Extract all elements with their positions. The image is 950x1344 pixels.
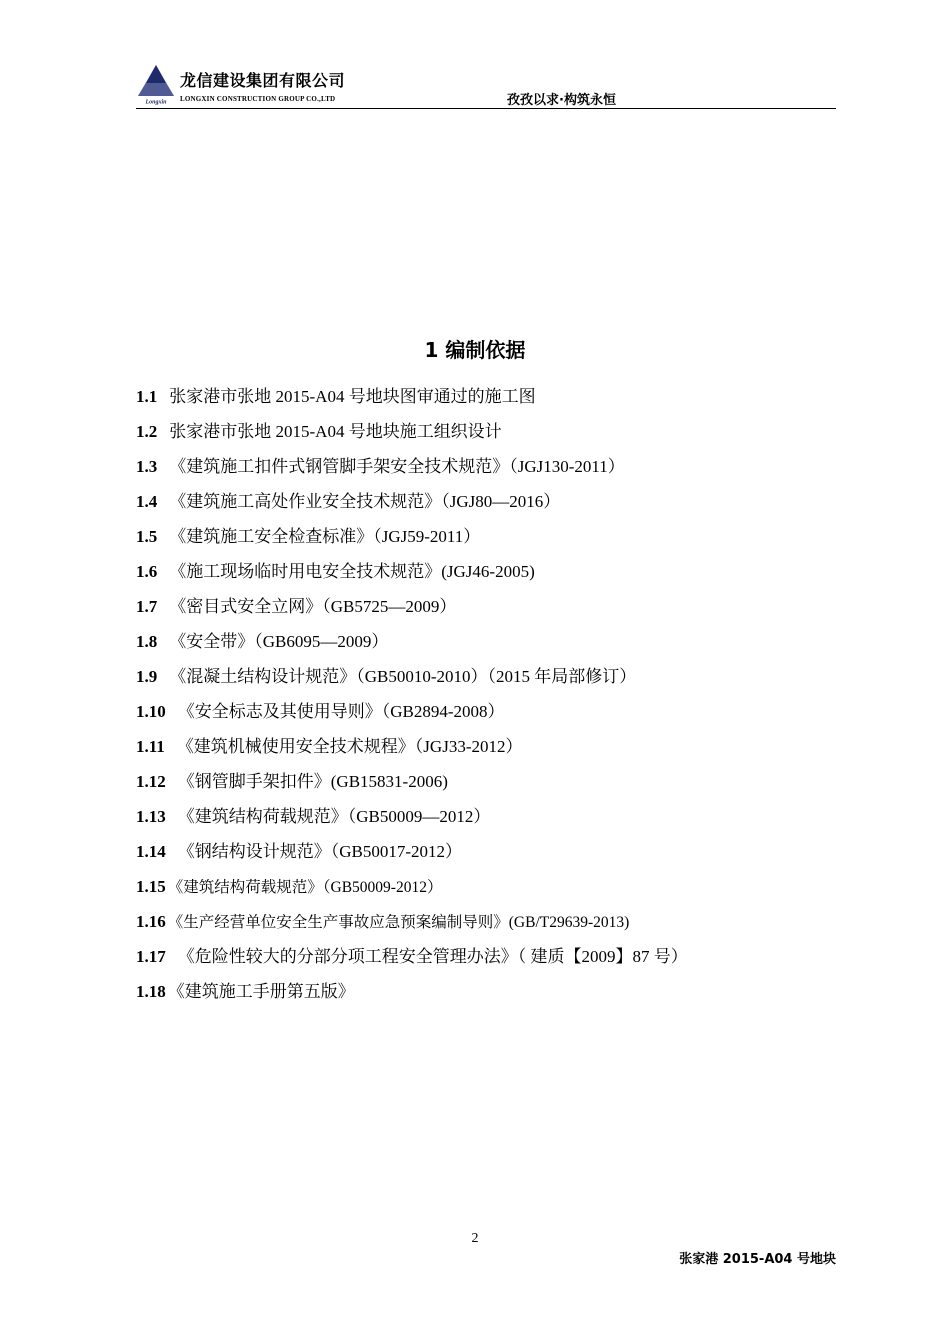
reference-text: 《建筑施工扣件式钢管脚手架安全技术规范》（JGJ130-2011） bbox=[169, 457, 625, 476]
reference-item bbox=[136, 419, 836, 454]
reference-text: 张家港市张地 2015-A04 号地块施工组织设计 bbox=[169, 422, 502, 441]
reference-item bbox=[136, 454, 836, 489]
reference-number: 1.11 bbox=[136, 737, 165, 756]
reference-number: 1.2 bbox=[136, 422, 158, 441]
reference-item bbox=[136, 944, 836, 979]
reference-text: 《建筑施工高处作业安全技术规范》（JGJ80—2016） bbox=[169, 492, 561, 511]
reference-text: 《密目式安全立网》（GB5725—2009） bbox=[169, 597, 457, 616]
reference-number: 1.10 bbox=[136, 702, 166, 721]
reference-number: 1.5 bbox=[136, 527, 158, 546]
reference-number: 1.3 bbox=[136, 457, 158, 476]
page-header bbox=[136, 62, 836, 109]
page-number: 2 bbox=[471, 1231, 479, 1246]
reference-text: 《危险性较大的分部分项工程安全管理办法》（ 建质【2009】87 号） bbox=[177, 947, 688, 966]
reference-item bbox=[136, 979, 836, 1014]
reference-item bbox=[136, 489, 836, 524]
company-name-en: LONGXIN CONSTRUCTION GROUP CO.,LTD bbox=[180, 95, 336, 103]
reference-number: 1.18 bbox=[136, 982, 166, 1001]
reference-text: 张家港市张地 2015-A04 号地块图审通过的施工图 bbox=[169, 387, 536, 406]
reference-number: 1.9 bbox=[136, 667, 158, 686]
company-name: 龙信建设集团有限公司 bbox=[180, 71, 346, 90]
reference-item bbox=[136, 664, 836, 699]
reference-text: 《钢管脚手架扣件》(GB15831-2006) bbox=[177, 772, 448, 791]
reference-number: 1.1 bbox=[136, 387, 158, 406]
reference-item bbox=[136, 524, 836, 559]
reference-number: 1.8 bbox=[136, 632, 158, 651]
reference-item bbox=[136, 769, 836, 804]
reference-number: 1.17 bbox=[136, 947, 166, 966]
company-slogan: 孜孜以求·构筑永恒 bbox=[507, 93, 616, 108]
reference-item bbox=[136, 594, 836, 629]
reference-text: 《建筑施工手册第五版》 bbox=[167, 982, 355, 1001]
reference-item bbox=[136, 559, 836, 594]
reference-number: 1.16 bbox=[136, 912, 166, 931]
reference-item bbox=[136, 699, 836, 734]
reference-number: 1.13 bbox=[136, 807, 166, 826]
reference-item bbox=[136, 734, 836, 769]
reference-item bbox=[136, 874, 836, 909]
reference-text: 《安全标志及其使用导则》（GB2894-2008） bbox=[177, 702, 505, 721]
reference-list bbox=[136, 384, 836, 1014]
reference-text: 《生产经营单位安全生产事故应急预案编制导则》(GB/T29639-2013) bbox=[167, 914, 630, 931]
reference-item bbox=[136, 629, 836, 664]
reference-text: 《建筑结构荷载规范》（GB50009-2012） bbox=[167, 879, 443, 896]
reference-text: 《钢结构设计规范》（GB50017-2012） bbox=[177, 842, 463, 861]
reference-text: 《建筑结构荷载规范》（GB50009—2012） bbox=[177, 807, 491, 826]
reference-item bbox=[136, 839, 836, 874]
reference-text: 《建筑施工安全检查标准》（JGJ59-2011） bbox=[169, 527, 481, 546]
reference-number: 1.14 bbox=[136, 842, 166, 861]
reference-item bbox=[136, 384, 836, 419]
reference-text: 《建筑机械使用安全技术规程》（JGJ33-2012） bbox=[176, 737, 523, 756]
reference-item bbox=[136, 909, 836, 944]
company-logo-icon bbox=[136, 62, 176, 106]
reference-number: 1.15 bbox=[136, 877, 166, 896]
reference-item bbox=[136, 804, 836, 839]
reference-text: 《混凝土结构设计规范》（GB50010-2010）（2015 年局部修订） bbox=[169, 667, 637, 686]
reference-text: 《施工现场临时用电安全技术规范》(JGJ46-2005) bbox=[169, 562, 535, 581]
reference-number: 1.12 bbox=[136, 772, 166, 791]
reference-number: 1.4 bbox=[136, 492, 158, 511]
reference-text: 《安全带》（GB6095—2009） bbox=[169, 632, 389, 651]
logo-text: Longxin bbox=[145, 99, 167, 106]
footer-project-name: 张家港 2015-A04 号地块 bbox=[679, 1252, 836, 1267]
reference-number: 1.7 bbox=[136, 597, 158, 616]
section-title: 1 编制依据 bbox=[424, 338, 526, 362]
reference-number: 1.6 bbox=[136, 562, 158, 581]
